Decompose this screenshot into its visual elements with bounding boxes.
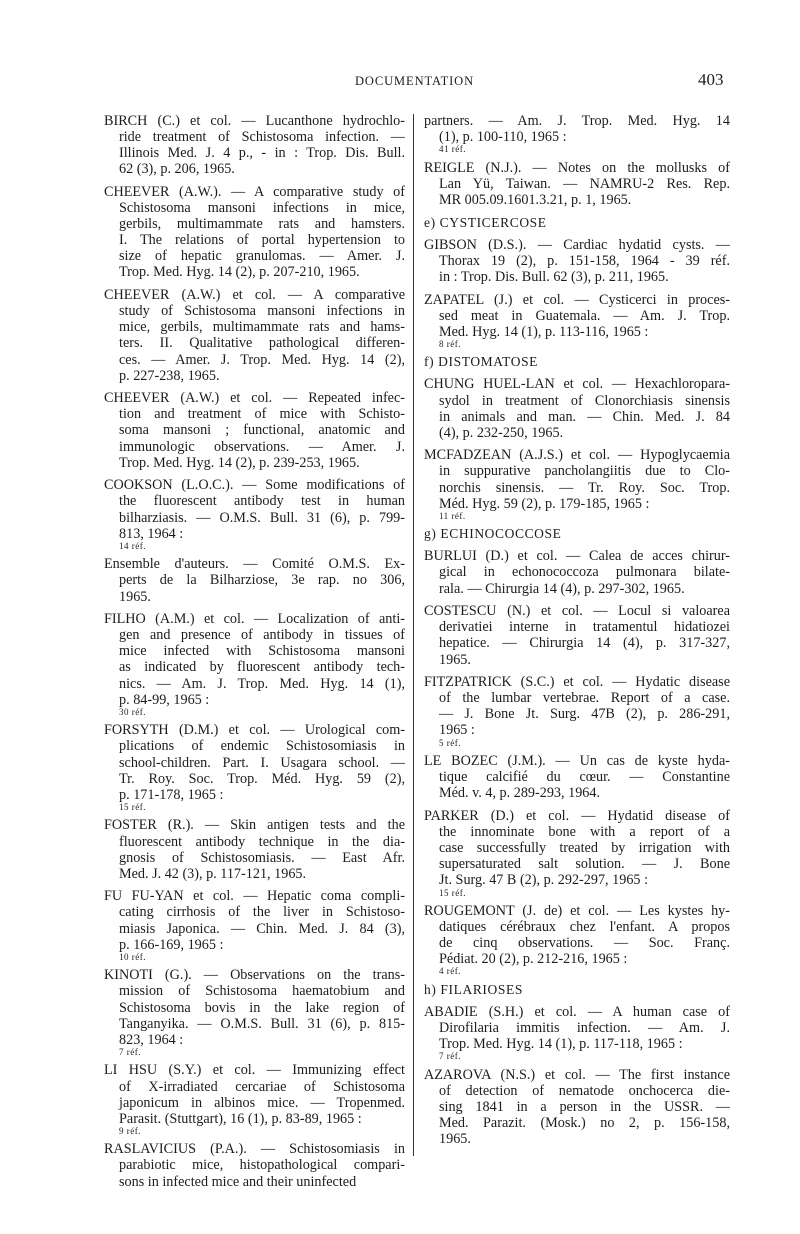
- entry-line: nics. — Am. J. Trop. Med. Hyg. 14 (1),: [119, 675, 405, 692]
- reference-count: 8 réf.: [439, 338, 461, 349]
- entry-line: FORSYTH (D.M.) et col. — Urological com-: [104, 722, 405, 739]
- entry-line: plications of endemic Schistosomiasis in: [119, 738, 405, 755]
- entry-line: — J. Bone Jt. Surg. 47B (2), p. 286-291,: [439, 706, 730, 723]
- entry-line: Méd. Hyg. 59 (2), p. 179-185, 1965 :: [439, 495, 650, 512]
- entry-line: KINOTI (G.). — Observations on the trans-: [104, 967, 405, 984]
- entry-line: ABADIE (S.H.) et col. — A human case of: [424, 1004, 730, 1021]
- reference-count: 15 réf.: [119, 801, 146, 812]
- column-divider: [413, 114, 414, 1156]
- entry-line: ces. — Amer. J. Trop. Med. Hyg. 14 (2),: [119, 351, 405, 368]
- entry-line: rala. — Chirurgia 14 (4), p. 297-302, 1965.: [439, 580, 685, 597]
- entry-line: FOSTER (R.). — Skin antigen tests and the: [104, 817, 405, 834]
- entry-line: partners. — Am. J. Trop. Med. Hyg. 14: [424, 113, 730, 129]
- bibliography-entry: [424, 1004, 730, 1060]
- reference-count: 5 réf.: [439, 737, 461, 748]
- entry-line: perts de la Bilharziose, 3e rap. no 306,: [119, 572, 405, 589]
- entry-line: bilharziasis. — O.M.S. Bull. 31 (6), p. 799-: [119, 509, 405, 526]
- bibliography-entry: [424, 376, 730, 440]
- entry-line: p. 166-169, 1965 :: [119, 936, 224, 953]
- entry-line: FITZPATRICK (S.C.) et col. — Hydatic disease: [424, 674, 730, 691]
- bibliography-entry: [424, 447, 730, 519]
- entry-line: Schistosoma bovis in the lake region of: [119, 999, 405, 1016]
- entry-line: soma mansoni ; functional, anatomic and: [119, 422, 405, 439]
- entry-line: Med. Parazit. (Mosk.) no 2, p. 156-158,: [439, 1115, 730, 1132]
- entry-line: cating cirrhosis of the liver in Schistoso-: [119, 904, 405, 921]
- entry-line: 1965.: [439, 1131, 471, 1148]
- entry-line: gnosis of Schistosomiasis. — East Afr.: [119, 849, 405, 866]
- entry-line: immunologic observations. — Amer. J.: [119, 438, 405, 455]
- entry-line: size of hepatic granulomas. — Amer. J.: [119, 248, 405, 265]
- entry-line: BIRCH (C.) et col. — Lucanthone hydrochlo-: [104, 113, 405, 129]
- bibliography-entry: [424, 808, 730, 896]
- entry-line: tion and treatment of mice with Schisto-: [119, 406, 405, 423]
- entry-line: Jt. Surg. 47 B (2), p. 292-297, 1965 :: [439, 872, 649, 889]
- bibliography-entry: [104, 477, 405, 549]
- bibliography-entry: [104, 287, 405, 384]
- entry-line: case successfully treated by irrigation with: [439, 840, 730, 857]
- left-column: [104, 113, 405, 1196]
- entry-line: ROUGEMONT (J. de) et col. — Les kystes hy-: [424, 903, 730, 920]
- entry-line: Schistosoma mansoni infections in mice,: [119, 200, 405, 217]
- entry-line: 823, 1964 :: [119, 1031, 184, 1048]
- entry-line: gerbils, multimammate rats and hamsters.: [119, 216, 405, 233]
- entry-line: Parasit. (Stuttgart), 16 (1), p. 83-89, 1965 :: [119, 1110, 362, 1127]
- entry-line: in suppurative pancholangiitis due to Clo-: [439, 463, 730, 480]
- entry-line: BURLUI (D.) et col. — Calea de acces chirur-: [424, 548, 730, 565]
- section-heading: f) DISTOMATOSE: [424, 354, 539, 370]
- entry-line: LI HSU (S.Y.) et col. — Immunizing effect: [104, 1062, 405, 1079]
- entry-line: Méd. v. 4, p. 289-293, 1964.: [439, 785, 601, 802]
- entry-line: p. 171-178, 1965 :: [119, 786, 224, 803]
- entry-line: (4), p. 232-250, 1965.: [439, 424, 564, 441]
- entry-line: ters. II. Qualitative pathological differen-: [119, 335, 405, 352]
- running-title: DOCUMENTATION: [355, 74, 475, 88]
- reference-count: 14 réf.: [119, 540, 146, 551]
- section-heading: h) FILARIOSES: [424, 982, 523, 998]
- reference-count: 11 réf.: [439, 510, 466, 521]
- bibliography-entry: [424, 237, 730, 285]
- bibliography-entry: [424, 113, 730, 153]
- entry-line: the innominate bone with a report of a: [439, 824, 730, 841]
- entry-line: japonicum in albinos mice. — Tropenmed.: [119, 1094, 405, 1111]
- bibliography-entry: [424, 753, 730, 801]
- bibliography-entry: [104, 817, 405, 881]
- entry-line: norchis sinensis. — Tr. Roy. Soc. Trop.: [439, 479, 730, 496]
- bibliography-entry: [104, 722, 405, 810]
- bibliography-entry: [424, 160, 730, 208]
- entry-line: hepatice. — Chirurgia 14 (4), p. 317-327,: [439, 635, 730, 652]
- entry-line: sing 1841 in a person in the USSR. —: [439, 1099, 730, 1116]
- entry-line: supersaturated salt solution. — J. Bone: [439, 856, 730, 873]
- entry-line: CHEEVER (A.W.). — A comparative study of: [104, 183, 405, 200]
- entry-line: of the lumbar vertebrae. Report of a case.: [439, 690, 730, 707]
- bibliography-entry: [104, 888, 405, 960]
- entry-line: Lan Yü, Taiwan. — NAMRU-2 Res. Rep.: [439, 175, 730, 192]
- entry-line: LE BOZEC (J.M.). — Un cas de kyste hyda-: [424, 753, 730, 770]
- page-header: [0, 71, 800, 91]
- bibliography-entry: [104, 556, 405, 604]
- entry-line: Trop. Med. Hyg. 14 (1), p. 117-118, 1965 :: [439, 1036, 683, 1053]
- entry-line: CHEEVER (A.W.) et col. — Repeated infec-: [104, 390, 405, 407]
- entry-line: MCFADZEAN (A.J.S.) et col. — Hypoglycaemia: [424, 447, 730, 464]
- entry-line: in animals and man. — Chin. Med. J. 84: [439, 408, 730, 425]
- reference-count: 9 réf.: [119, 1125, 141, 1136]
- entry-line: Thorax 19 (2), p. 151-158, 1964 - 39 réf.: [439, 252, 730, 269]
- entry-line: fluorescent antibody technique in the dia-: [119, 833, 405, 850]
- entry-line: Med. Hyg. 14 (1), p. 113-116, 1965 :: [439, 323, 649, 340]
- entry-line: (1), p. 100-110, 1965 :: [439, 129, 567, 146]
- bibliography-entry: [104, 611, 405, 716]
- entry-line: AZAROVA (N.S.) et col. — The first instance: [424, 1066, 730, 1083]
- bibliography-entry: [104, 1141, 405, 1189]
- entry-line: gical in echonococcoza pulmonara bilate-: [439, 564, 730, 581]
- entry-line: sed meat in Guatemala. — Am. J. Trop.: [439, 307, 730, 324]
- entry-line: Pédiat. 20 (2), p. 212-216, 1965 :: [439, 951, 628, 968]
- entry-line: parabiotic mice, histopathological compari-: [119, 1157, 405, 1174]
- bibliography-entry: [424, 548, 730, 596]
- entry-line: CHEEVER (A.W.) et col. — A comparative: [104, 287, 405, 304]
- entry-line: de cinq observations. — Soc. Franç.: [439, 935, 730, 952]
- entry-line: mice, gerbils, multimammate rats and hams-: [119, 319, 405, 336]
- entry-line: MR 005.09.1601.3.21, p. 1, 1965.: [439, 191, 632, 208]
- entry-line: 62 (3), p. 206, 1965.: [119, 161, 235, 178]
- reference-count: 41 réf.: [439, 144, 466, 155]
- entry-line: COSTESCU (N.) et col. — Locul si valoarea: [424, 603, 730, 620]
- reference-count: 10 réf.: [119, 951, 146, 962]
- entry-line: study of Schistosoma mansoni infections in: [119, 303, 405, 320]
- entry-line: in : Trop. Dis. Bull. 62 (3), p. 211, 1965.: [439, 268, 669, 285]
- entry-line: as indicated by fluorescent antibody tech-: [119, 659, 405, 676]
- reference-count: 7 réf.: [119, 1046, 141, 1057]
- reference-count: 15 réf.: [439, 887, 466, 898]
- entry-line: Trop. Med. Hyg. 14 (2), p. 239-253, 1965.: [119, 454, 360, 471]
- entry-line: sons in infected mice and their uninfected: [119, 1173, 357, 1190]
- bibliography-entry: [104, 967, 405, 1055]
- bibliography-entry: [424, 1067, 730, 1147]
- section-heading: g) ECHINOCOCCOSE: [424, 526, 562, 542]
- entry-line: datiques cérébraux chez l'enfant. A propos: [439, 919, 730, 936]
- entry-line: 1965.: [439, 651, 471, 668]
- entry-line: CHUNG HUEL-LAN et col. — Hexachloropara-: [424, 376, 730, 393]
- entry-line: mice infected with Schistosoma mansoni: [119, 643, 405, 660]
- entry-line: ride treatment of Schistosoma infection. —: [119, 129, 405, 146]
- entry-line: tique calcifié du cœur. — Constantine: [439, 769, 730, 786]
- section-heading: e) CYSTICERCOSE: [424, 214, 547, 230]
- bibliography-entry: [104, 1062, 405, 1134]
- reference-count: 7 réf.: [439, 1051, 461, 1062]
- entry-line: derivatiei interne in tratamentul hidatiozei: [439, 619, 730, 636]
- entry-line: p. 227-238, 1965.: [119, 367, 220, 384]
- entry-line: p. 84-99, 1965 :: [119, 691, 210, 708]
- entry-line: ZAPATEL (J.) et col. — Cysticerci in proces-: [424, 291, 730, 308]
- entry-line: Illinois Med. J. 4 p., - in : Trop. Dis. Bull.: [119, 145, 405, 162]
- bibliography-entry: [424, 674, 730, 746]
- entry-line: Med. J. 42 (3), p. 117-121, 1965.: [119, 865, 307, 882]
- entry-line: of detection of nematode onchocerca die-: [439, 1083, 730, 1100]
- entry-line: Tr. Roy. Soc. Trop. Méd. Hyg. 59 (2),: [119, 770, 405, 787]
- bibliography-entry: [424, 903, 730, 975]
- entry-line: Trop. Med. Hyg. 14 (2), p. 207-210, 1965.: [119, 264, 360, 281]
- entry-line: GIBSON (D.S.). — Cardiac hydatid cysts. —: [424, 236, 730, 253]
- entry-line: of X-irradiated cercariae of Schistosoma: [119, 1078, 405, 1095]
- entry-line: FILHO (A.M.) et col. — Localization of anti-: [104, 611, 405, 628]
- reference-count: 4 réf.: [439, 966, 461, 977]
- bibliography-entry: [424, 603, 730, 667]
- entry-line: Tanganyika. — O.M.S. Bull. 31 (6), p. 815-: [119, 1015, 405, 1032]
- page-number: 403: [698, 70, 724, 89]
- reference-count: 30 réf.: [119, 706, 146, 717]
- entry-line: mission of Schistosoma haematobium and: [119, 983, 405, 1000]
- entry-line: gen and presence of antibody in tissues of: [119, 627, 405, 644]
- entry-line: FU FU-YAN et col. — Hepatic coma compli-: [104, 888, 405, 905]
- entry-line: 1965 :: [439, 722, 475, 739]
- bibliography-entry: [104, 390, 405, 470]
- entry-line: REIGLE (N.J.). — Notes on the mollusks of: [424, 159, 730, 176]
- bibliography-entry: [104, 113, 405, 177]
- entry-line: COOKSON (L.O.C.). — Some modifications of: [104, 477, 405, 494]
- entry-line: I. The relations of portal hypertension to: [119, 232, 405, 249]
- entry-line: sydol in treatment of Clonorchiasis sinensis: [439, 392, 730, 409]
- bibliography-entry: [424, 292, 730, 348]
- entry-line: PARKER (D.) et col. — Hydatid disease of: [424, 808, 730, 825]
- entry-line: 813, 1964 :: [119, 525, 184, 542]
- entry-line: the fluorescent antibody test in human: [119, 493, 405, 510]
- entry-line: Ensemble d'auteurs. — Comité O.M.S. Ex-: [104, 556, 405, 573]
- bibliography-entry: [104, 184, 405, 281]
- entry-line: miasis Japonica. — Chin. Med. J. 84 (3),: [119, 920, 405, 937]
- entry-line: school-children. Part. I. Usagara school. —: [119, 754, 405, 771]
- entry-line: RASLAVICIUS (P.A.). — Schistosomiasis in: [104, 1141, 405, 1158]
- entry-line: 1965.: [119, 588, 151, 605]
- entry-line: Dirofilaria immitis infection. — Am. J.: [439, 1020, 730, 1037]
- right-column: [424, 113, 730, 1154]
